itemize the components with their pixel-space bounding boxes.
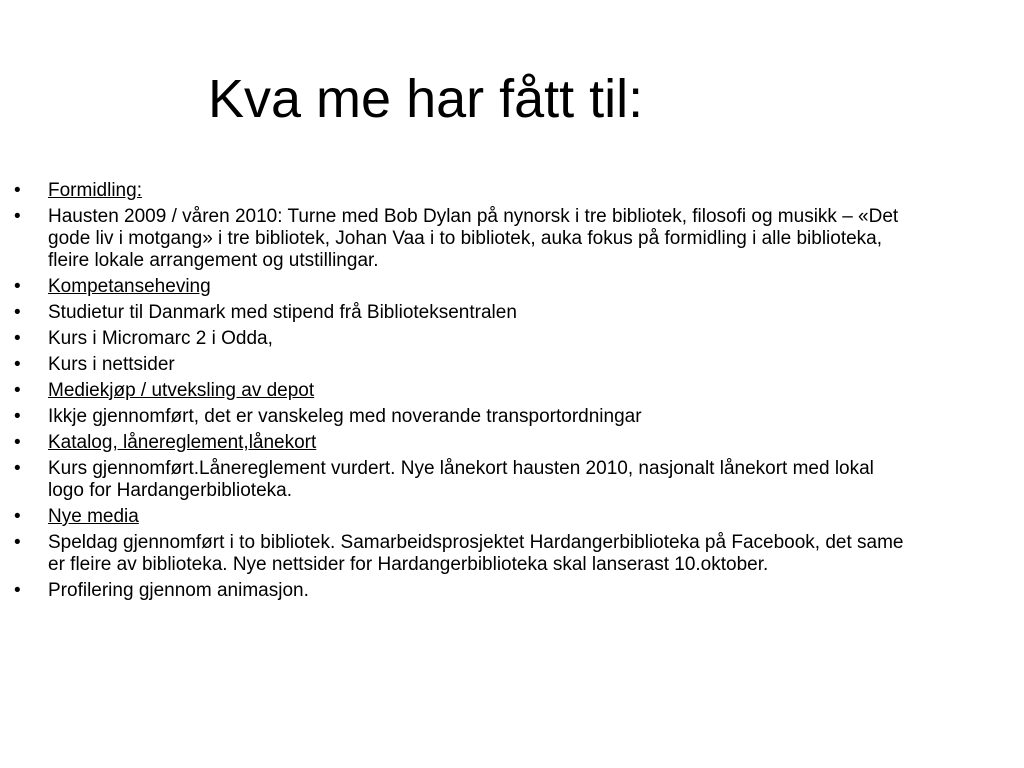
section-heading-text: Kompetanseheving (48, 276, 211, 297)
bullet-item (14, 406, 914, 428)
bullet-icon: • (14, 432, 21, 453)
section-heading-text: Nye media (48, 506, 139, 527)
section-heading-item (14, 506, 914, 528)
bullet-icon: • (14, 380, 21, 401)
section-heading-text: Formidling: (48, 180, 142, 201)
bullet-icon: • (14, 302, 21, 323)
bullet-list (14, 180, 914, 606)
section-heading-item (14, 432, 914, 454)
bullet-icon: • (14, 328, 21, 349)
bullet-item (14, 206, 914, 272)
bullet-icon: • (14, 354, 21, 375)
bullet-icon: • (14, 458, 21, 479)
slide-title: Kva me har fått til: (208, 69, 644, 129)
bullet-icon: • (14, 532, 21, 553)
bullet-icon: • (14, 180, 21, 201)
section-heading-text: Mediekjøp / utveksling av depot (48, 380, 315, 401)
bullet-item (14, 580, 914, 602)
section-heading-item (14, 276, 914, 298)
bullet-item (14, 328, 914, 350)
bullet-item (14, 354, 914, 376)
bullet-icon: • (14, 206, 21, 227)
bullet-icon: • (14, 276, 21, 297)
bullet-text: Hausten 2009 / våren 2010: Turne med Bob Dylan på nynorsk i tre bibliotek, filosofi og musikk – «Det gode liv i motgang» i tre bibliotek, Johan Vaa i to bibliotek, auka fokus på formidling i alle biblioteka, fleire lokale arrangement og utstillingar. (48, 206, 899, 271)
bullet-text: Speldag gjennomført i to bibliotek. Samarbeidsprosjektet Hardangerbiblioteka på Facebook, det same er fleire av biblioteka. Nye nettsider for Hardangerbiblioteka skal lanserast 10.oktober. (48, 532, 904, 575)
section-heading-text: Katalog, lånereglement,lånekort (48, 432, 317, 453)
bullet-item (14, 458, 914, 502)
bullet-icon: • (14, 580, 21, 601)
bullet-item (14, 532, 914, 576)
bullet-text: Ikkje gjennomført, det er vanskeleg med noverande transportordningar (48, 406, 642, 427)
bullet-text: Kurs gjennomført.Lånereglement vurdert. Nye lånekort hausten 2010, nasjonalt lånekort med lokal logo for Hardangerbiblioteka. (48, 458, 874, 501)
bullet-text: Kurs i Micromarc 2 i Odda, (48, 328, 273, 349)
bullet-icon: • (14, 506, 21, 527)
section-heading-item (14, 380, 914, 402)
bullet-item (14, 302, 914, 324)
bullet-icon: • (14, 406, 21, 427)
bullet-text: Studietur til Danmark med stipend frå Biblioteksentralen (48, 302, 517, 323)
section-heading-item (14, 180, 914, 202)
bullet-text: Profilering gjennom animasjon. (48, 580, 309, 601)
bullet-text: Kurs i nettsider (48, 354, 175, 375)
